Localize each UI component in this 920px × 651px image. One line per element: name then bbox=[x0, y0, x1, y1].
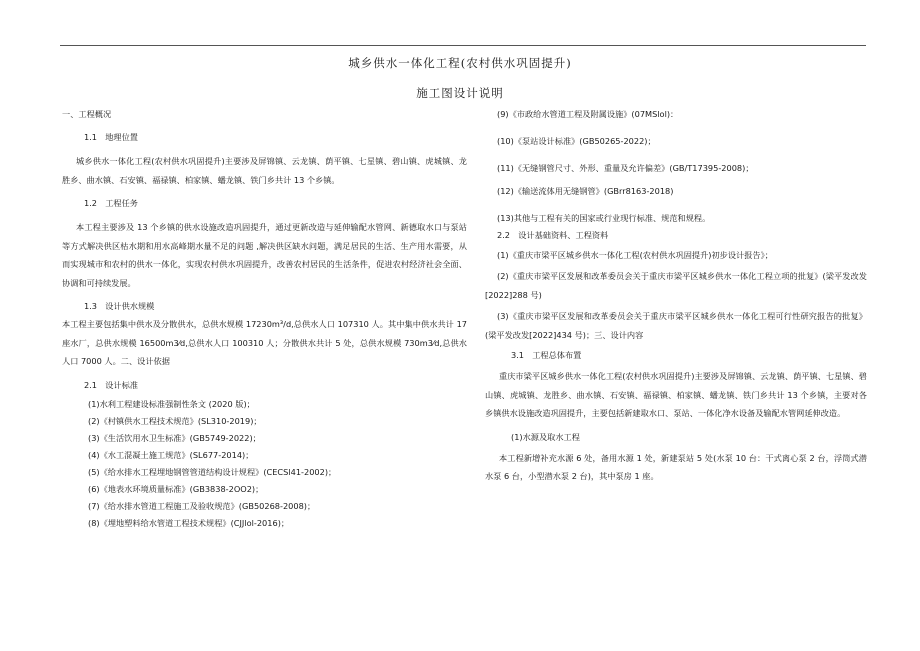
paragraph: 本工程主要涉及 13 个乡镇的供水设施改造巩固提升，通过更新改造与延伸输配水管网、新德取水口与泵站等方式解决供区枯水期和用水高峰期水量不足的问题 ,解决供区缺水问题，满足居民的生活、生产用水需要，从而实现城市和农村的供水一体化，实现农村供水巩固提升，改善农村居民的生活条件，促进农村经济社会全面、协调和可持续发展。 bbox=[62, 222, 467, 288]
left-column bbox=[62, 106, 467, 532]
list-item: (6)《地表水环境质量标准》(GB3838-2OO2)； bbox=[88, 483, 264, 494]
list-item: (5)《给水排水工程埋地钢管管道结构设计规程》(CECSl41-2002)； bbox=[88, 466, 337, 477]
document-subtitle: 施工图设计说明 bbox=[416, 86, 504, 100]
subsection-heading: 1.3 设计供水规模 bbox=[84, 301, 155, 311]
list-item: (13)其他与工程有关的国家或行业现行标准、规范和规程。 bbox=[497, 213, 711, 223]
list-item: (2)《重庆市梁平区发展和改革委员会关于重庆市梁平区城乡供水一体化工程立项的批复》(梁平发改发[2022]288 号) bbox=[485, 271, 867, 300]
list-item: (9)《市政给水管道工程及附属设施》(07MSlol)： bbox=[497, 109, 679, 119]
list-item: (7)《给水排水管道工程施工及验收规范》(GB50268-2008)； bbox=[88, 500, 316, 511]
subsection-heading: (1)水源及取水工程 bbox=[511, 431, 580, 442]
subsection-heading: 3.1 工程总体布置 bbox=[511, 350, 582, 360]
list-item: (3)《生活饮用水卫生标准》(GB5749-2022)； bbox=[88, 432, 261, 443]
paragraph: 本工程新增补充水源 6 处，备用水源 1 处，新建泵站 5 处(水泵 10 台：干式离心泵 2 台，浮筒式潜水泵 6 台，小型潜水泵 2 台)，其中泵房 1 座。 bbox=[485, 452, 867, 481]
section-heading: 一、工程概况 bbox=[62, 109, 112, 119]
list-item: (8)《埋地塑料给水管道工程技术规程》(CJJlol-2016)； bbox=[88, 517, 290, 528]
list-item: (11)《无缝钢管尺寸、外形、重量及允许偏差》(GB/T17395-2008)； bbox=[497, 163, 754, 173]
list-item: (1)《重庆市梁平区城乡供水一体化工程(农村供水巩固提升)初步设计报告》； bbox=[497, 250, 773, 260]
list-item: (4)《水工混凝土施工规范》(SL677-2014)； bbox=[88, 449, 254, 460]
subsection-heading: 2.2 设计基础资料、工程资料 bbox=[497, 230, 609, 240]
right-column bbox=[485, 106, 867, 486]
list-item: (10)《泵站设计标准》(GB50265-2022)； bbox=[497, 136, 656, 146]
document-title: 城乡供水一体化工程(农村供水巩固提升) bbox=[348, 56, 572, 70]
list-item: (2)《村镇供水工程技术规范》(SL310-2019)； bbox=[88, 415, 262, 426]
subsection-heading: 1.2 工程任务 bbox=[84, 198, 138, 208]
list-item: (12)《输送流体用无缝钢管》(GBrr8163-2018) bbox=[497, 186, 674, 196]
subsection-heading: 2.1 设计标准 bbox=[84, 379, 138, 390]
paragraph: 重庆市梁平区城乡供水一体化工程(农村供水巩固提升)主要涉及屏锦镇、云龙镇、荫平镇、七星镇、碧山镇、虎城镇、龙胜乡、曲水镇、石安镇、福禄镇、柏家镇、蟠龙镇、铁门乡共计 13 个乡镇，主要对各乡镇供水设施改造巩固提升，主要包括新建取水口、泵站、一体化净水设备及输配水管网延伸改造。 bbox=[485, 371, 867, 418]
top-rule bbox=[60, 45, 866, 46]
paragraph: 本工程主要包括集中供水及分散供水，总供水规模 17230m³/d,总供水人口 107310 人。其中集中供水共计 17 座水厂，总供水规模 16500m3⁄d,总供水人口 100310 人；分散供水共计 5 处，总供水规模 730m3⁄d,总供水人口 7000 人。二、设计依据 bbox=[62, 319, 467, 366]
paragraph: 城乡供水一体化工程(农村供水巩固提升)主要涉及屏锦镇、云龙镇、荫平镇、七星镇、碧山镇、虎城镇、龙胜乡、曲水镇、石安镇、福禄镇、柏家镇、蟠龙镇、铁门乡共计 13 个乡镇。 bbox=[62, 156, 467, 185]
list-item: (3)《重庆市梁平区发展和改革委员会关于重庆市梁平区城乡供水一体化工程可行性研究报告的批复》(梁平发改发[2022]434 号)；三、设计内容 bbox=[485, 311, 867, 340]
subsection-heading: 1.1 地理位置 bbox=[84, 132, 138, 142]
list-item: (1)水利工程建设标准强制性条文 (2020 版)； bbox=[88, 398, 255, 409]
